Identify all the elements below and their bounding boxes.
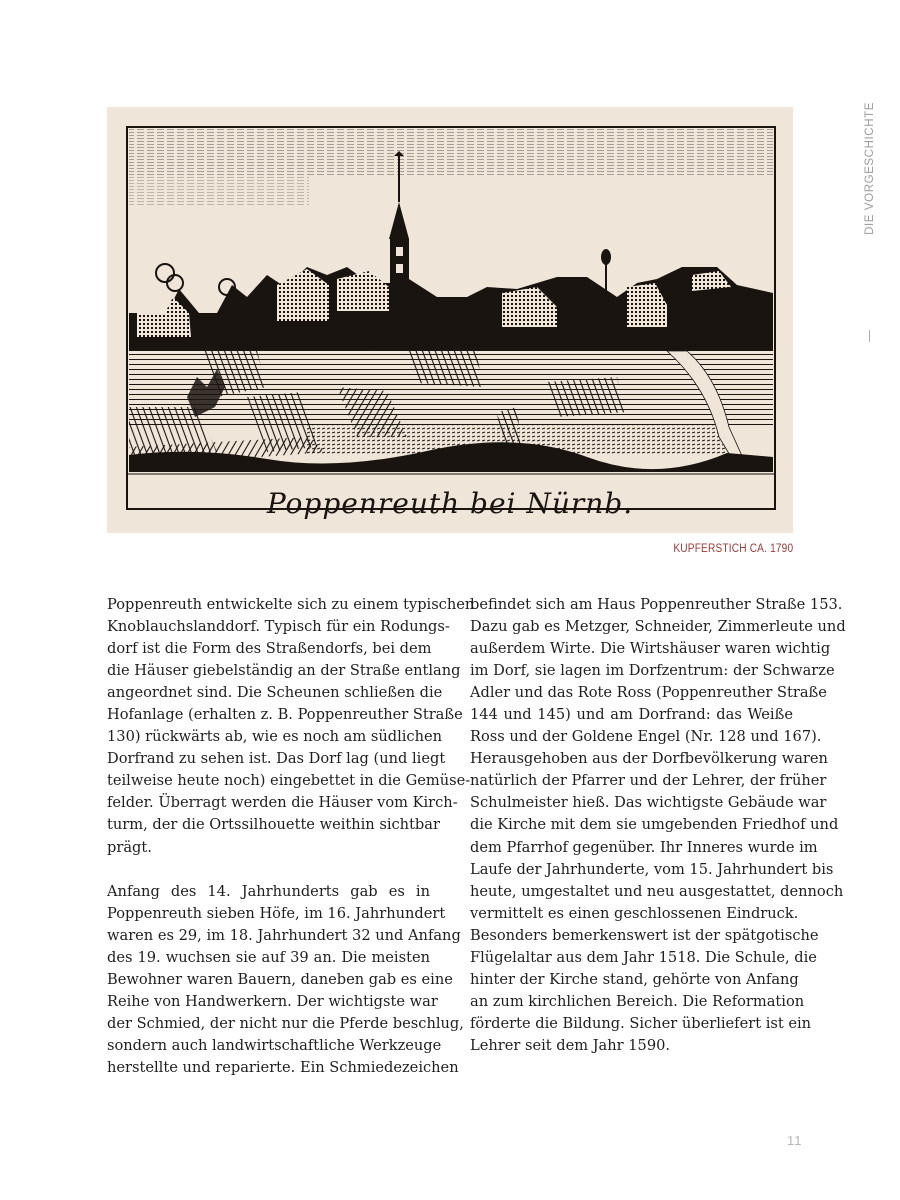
paragraph bbox=[107, 881, 464, 1079]
running-header-section bbox=[858, 102, 882, 248]
text-line: Flügelaltar aus dem Jahr 1518. Die Schule, die bbox=[470, 948, 817, 966]
text-line: herstellte und reparierte. Ein Schmiedezeichen bbox=[107, 1058, 459, 1076]
text-line: teilweise heute noch) eingebettet in die Gemüse- bbox=[107, 772, 471, 790]
text-line: im Dorf, sie lagen im Dorfzentrum: der Schwarze bbox=[470, 662, 835, 680]
section-title: DIE VORGESCHICHTE bbox=[864, 102, 876, 235]
text-column-right bbox=[470, 594, 846, 1057]
text-line: Poppenreuth entwickelte sich zu einem typischen bbox=[107, 596, 475, 613]
text-line: Besonders bemerkenswert ist der spätgotische bbox=[470, 926, 819, 944]
paragraph bbox=[107, 594, 475, 859]
text-column-left bbox=[107, 594, 475, 1079]
text-line: sondern auch landwirtschaftliche Werkzeuge bbox=[107, 1036, 442, 1054]
text-line: hinter der Kirche stand, gehörte von Anfang bbox=[470, 970, 799, 988]
text-line: felder. Überragt werden die Häuser vom Kirch- bbox=[107, 794, 458, 812]
text-line: Laufe der Jahrhunderte, vom 15. Jahrhundert bis bbox=[470, 860, 834, 878]
text-line: Herausgehoben aus der Dorfbevölkerung waren bbox=[470, 750, 828, 768]
text-line: prägt. bbox=[107, 838, 152, 856]
paragraph bbox=[470, 594, 846, 1057]
text-line: förderte die Bildung. Sicher überliefert ist ein bbox=[470, 1014, 812, 1032]
text-line: des 19. wuchsen sie auf 39 an. Die meisten bbox=[107, 948, 430, 966]
text-line: waren es 29, im 18. Jahrhundert 32 und Anfang bbox=[107, 926, 461, 944]
copperplate-engraving-image bbox=[107, 107, 793, 533]
text-line: Anfang des 14. Jahrhunderts gab es in bbox=[107, 882, 430, 900]
text-line: die Häuser giebelständig an der Straße entlang bbox=[107, 662, 461, 680]
text-line: turm, der die Ortssilhouette weithin sichtbar bbox=[107, 816, 440, 834]
text-line: vermittelt es einen geschlossenen Eindruck. bbox=[470, 904, 799, 922]
text-line: Poppenreuth sieben Höfe, im 16. Jahrhundert bbox=[107, 904, 446, 922]
text-line: Lehrer seit dem Jahr 1590. bbox=[470, 1036, 671, 1054]
text-line: Bewohner waren Bauern, daneben gab es eine bbox=[107, 970, 453, 988]
engraving-title: Poppenreuth bei Nürnb. bbox=[266, 487, 634, 520]
text-line: befindet sich am Haus Poppenreuther Straße 153. bbox=[470, 596, 843, 613]
text-line: dem Pfarrhof gegenüber. Ihr Inneres wurde im bbox=[470, 838, 818, 856]
text-line: heute, umgestaltet und neu ausgestattet, dennoch bbox=[470, 882, 844, 900]
text-line: Dorfrand zu sehen ist. Das Dorf lag (und liegt bbox=[107, 750, 446, 768]
text-line: außerdem Wirte. Die Wirtshäuser waren wichtig bbox=[470, 640, 831, 658]
text-line: Knoblauchslanddorf. Typisch für ein Rodungs- bbox=[107, 618, 450, 636]
text-line: Adler und das Rote Ross (Poppenreuther Straße bbox=[470, 684, 827, 702]
text-line: Ross und der Goldene Engel (Nr. 128 und 167). bbox=[470, 728, 822, 746]
text-line: dorf ist die Form des Straßendorfs, bei dem bbox=[107, 640, 432, 658]
text-line: Dazu gab es Metzger, Schneider, Zimmerleute und bbox=[470, 618, 846, 636]
text-line: 144 und 145) und am Dorfrand: das Weiße bbox=[470, 706, 793, 724]
engraving-illustration bbox=[107, 107, 793, 533]
text-line: 130) rückwärts ab, wie es noch am südlichen bbox=[107, 728, 443, 746]
text-line: an zum kirchlichen Bereich. Die Reformation bbox=[470, 992, 805, 1010]
text-line: Hofanlage (erhalten z. B. Poppenreuther Straße bbox=[107, 706, 463, 724]
text-line: angeordnet sind. Die Scheunen schließen die bbox=[107, 684, 443, 702]
page-number: 11 bbox=[787, 1133, 803, 1148]
text-line: natürlich der Pfarrer und der Lehrer, der früher bbox=[470, 772, 827, 790]
text-line: Schulmeister hieß. Das wichtigste Gebäude war bbox=[470, 794, 827, 812]
figure-caption: KUPFERSTICH CA. 1790 bbox=[673, 543, 793, 555]
section-divider bbox=[869, 330, 870, 342]
text-line: Reihe von Handwerkern. Der wichtigste war bbox=[107, 992, 438, 1010]
text-line: die Kirche mit dem sie umgebenden Friedhof und bbox=[470, 816, 839, 834]
text-line: der Schmied, der nicht nur die Pferde beschlug, bbox=[107, 1014, 464, 1032]
